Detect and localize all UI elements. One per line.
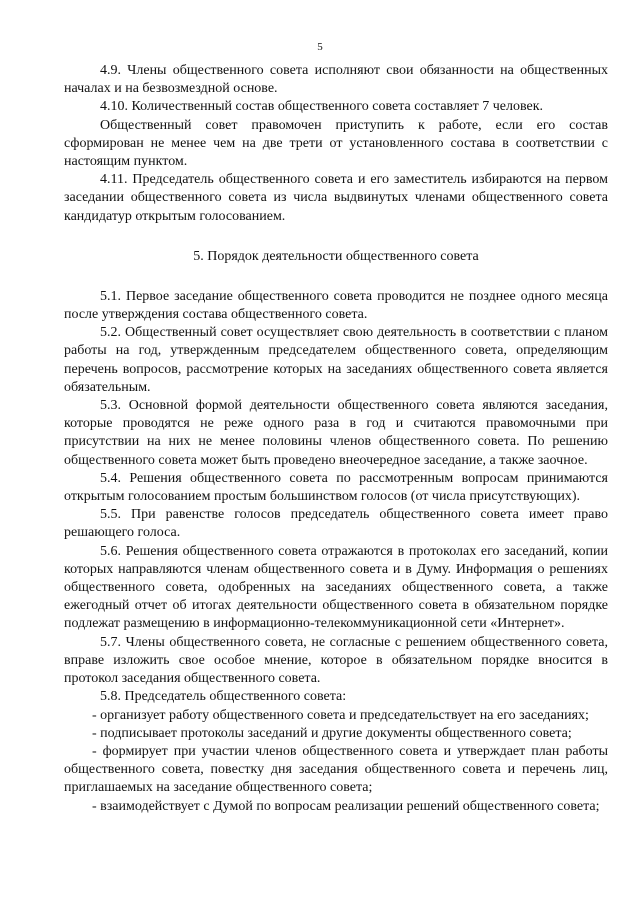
page-number: 5	[317, 41, 323, 53]
list-item: - взаимодействует с Думой по вопросам реализации решений общественного совета;	[92, 798, 600, 814]
paragraph-4-10: 4.10. Количественный состав общественного совета составляет 7 человек.	[100, 99, 544, 115]
paragraph-5-5: 5.5. При равенстве голосов председатель общественного совета имеет право решающего голоса.	[64, 507, 608, 541]
list-item: - подписывает протоколы заседаний и другие документы общественного совета;	[92, 725, 572, 741]
paragraph-5-2: 5.2. Общественный совет осуществляет свою деятельность в соответствии с планом работы на год, утвержденным председателем общественного совета, определяющим перечень вопросов, рассмотрение которых на заседаниях общественного совета является обязательным.	[64, 325, 608, 395]
paragraph-4-9: 4.9. Члены общественного совета исполняют свои обязанности на общественных началах и на безвозмездной основе.	[64, 63, 608, 97]
paragraph-5-8: 5.8. Председатель общественного совета:	[100, 689, 347, 705]
paragraph-5-4: 5.4. Решения общественного совета по рассмотренным вопросам принимаются открытым голосованием простым большинством голосов (от числа присутствующих).	[64, 470, 608, 505]
paragraph-5-6: 5.6. Решения общественного совета отражаются в протоколах его заседаний, копии которых направляются членам общественного совета и в Думу. Информация о решениях общественного совета, одобренных на заседаниях общественного совета, а также ежегодный отчет об итогах деятельности общественного совета в обязательном порядке подлежат размещению в информационно-телекоммуникационной сети «Интернет».	[64, 543, 608, 632]
paragraph-5-1: 5.1. Первое заседание общественного совета проводится не позднее одного месяца после утверждения состава общественного совета.	[64, 288, 608, 323]
paragraph-4-11: 4.11. Председатель общественного совета и его заместитель избираются на первом заседании общественного совета из числа выдвинутых членами общественного совета кандидатур открытым голосованием.	[64, 172, 608, 224]
paragraph-5-3: 5.3. Основной формой деятельности общественного совета являются заседания, которые проводятся не реже одного раза в год и считаются правомочными при присутствии на них не менее половины членов общественного совета. По решению общественного совета может быть проведено внеочередное заседание, а также заочное.	[64, 398, 608, 468]
section-heading: 5. Порядок деятельности общественного совета	[193, 248, 479, 264]
document-body	[64, 62, 608, 816]
list-item: - формирует при участии членов общественного совета и утверждает план работы общественного совета, повестку дня заседания общественного совета и перечень лиц, приглашаемых на заседание общественного совета;	[64, 743, 608, 796]
paragraph-quorum: Общественный совет правомочен приступить к работе, если его состав сформирован не менее чем на две трети от установленного состава в соответствии с настоящим пунктом.	[64, 117, 608, 170]
list-item: - организует работу общественного совета и председательствует на его заседаниях;	[92, 707, 589, 723]
paragraph-5-7: 5.7. Члены общественного совета, не согласные с решением общественного совета, вправе изложить свое особое мнение, которое в обязательном порядке вносится в протокол заседания общественного совета.	[64, 634, 608, 687]
